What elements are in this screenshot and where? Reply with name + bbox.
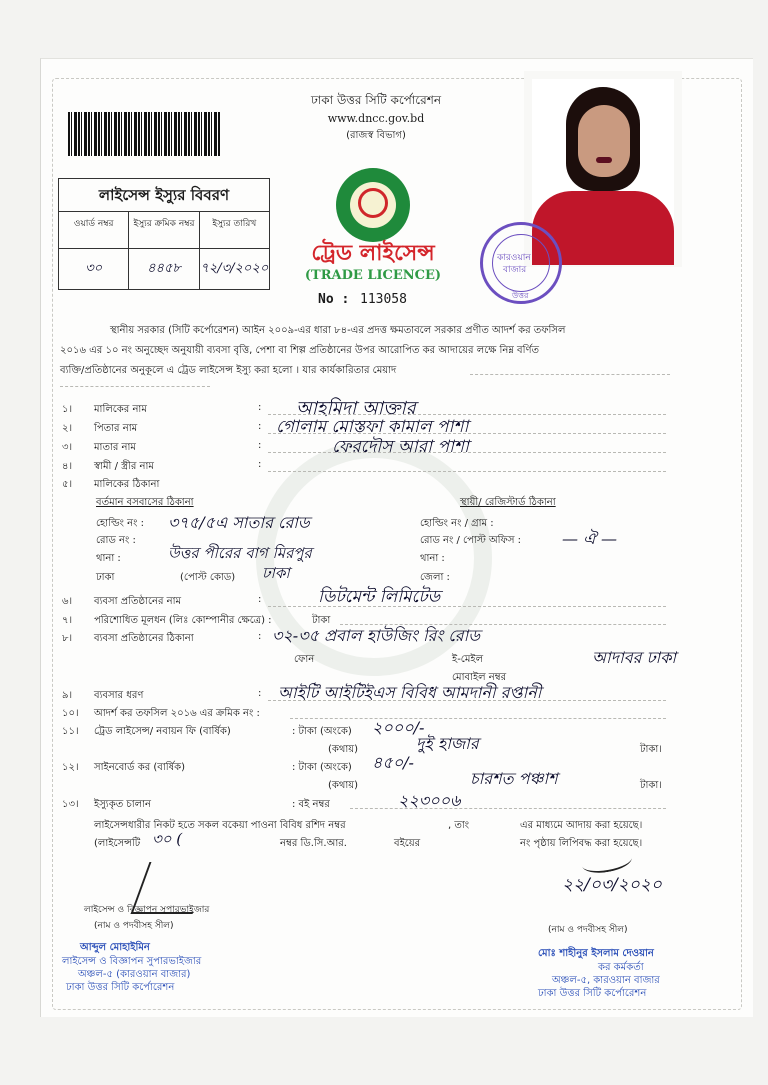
row-11-number: ১১। [62,726,79,737]
licence-no-value: 113058 [360,292,407,307]
colon-4: : [258,459,262,470]
supervisor-stamp-org: ঢাকা উত্তর সিটি কর্পোরেশন [66,982,175,993]
fee-taka-label: টাকা। [640,744,662,755]
barcode [68,112,220,156]
present-address-heading: বর্তমান বসবাসের ঠিকানা [96,497,194,508]
licence-register-value: ৩০ ( [152,830,183,848]
row-1-number: ১। [62,404,73,415]
dues-line: লাইসেন্সধারীর নিকট হতে সকল বকেয়া পাওনা বিবিধ রশিদ নম্বর [94,820,346,831]
line-13 [350,808,666,809]
holding-value: ৩৭৫/৫এ সাতার রোড [168,513,310,532]
row-8-number: ৮। [62,633,73,644]
date-column-header: ইস্যুর তারিখ [212,219,257,229]
tax-schedule-label: আদর্শ কর তফসিল ২০১৬ এর ক্রমিক নং : [94,708,260,719]
holding-label: হোল্ডিং নং : [96,518,144,529]
line-3 [268,452,666,453]
seal-text-3: উত্তর [512,291,529,300]
owner-name-value: আহমিদা আক্তার [296,398,416,419]
date-value: ৭২/৩/২০২০ [200,261,269,276]
row-10-number: ১০। [62,708,79,719]
father-name-label: পিতার নাম [94,423,138,434]
row-3-number: ৩। [62,442,73,453]
father-name-value: গোলাম মোস্তফা কামাল পাশা [276,417,469,437]
row-7-number: ৭। [62,615,73,626]
business-address-value: ৩২-৩৫ প্রবাল হাউজিং রিং রোড [272,626,481,645]
thana-value: উত্তর পীরের বাগ মিরপুর [168,544,312,562]
email-label: ই-মেইল [452,654,484,665]
signboard-words-label: (কথায়) [328,780,359,791]
row-9-number: ৯। [62,690,73,701]
supervisor-stamp-title: লাইসেন্স ও বিজ্ঞাপন সুপারভাইজার [62,956,202,967]
challan-value: ২২৩০০৬ [398,791,461,810]
licence-register-label: (লাইসেন্সটি [94,838,141,849]
licence-no-label: No : [318,292,350,307]
thana-label: থানা : [96,553,121,564]
business-type-value: আইটি আইটিইএস বিবিধ আমদানী রপ্তানী [278,683,542,702]
row-6-number: ৬। [62,596,73,607]
owner-name-label: মালিকের নাম [94,404,147,415]
business-name-label: ব্যবসা প্রতিষ্ঠানের নাম [94,596,182,607]
licence-fee-digits: ২০০০/- [372,718,425,737]
row-4-number: ৪। [62,461,73,472]
spouse-name-label: স্বামী / স্ত্রীর নাম [94,461,154,472]
officer-stamp-org: ঢাকা উত্তর সিটি কর্পোরেশন [538,988,647,999]
department: (রাজস্ব বিভাগ) [346,130,406,141]
row-2-number: ২। [62,423,73,434]
officer-seal-label: (নাম ও পদবীসহ সীল) [548,925,628,935]
ward-value: ৩০ [59,249,129,289]
line-4 [268,471,666,472]
colon-9: : [258,688,262,699]
seal-text-2: বাজার [503,265,527,275]
road-post-label: রোড নং / পোস্ট অফিস : [420,535,521,546]
road-label: রোড নং : [96,535,136,546]
phone-label: ফোন [294,654,315,665]
website: www.dncc.gov.bd [327,112,425,125]
dhaka-label: ঢাকা [96,572,115,583]
dues-date-label: , তাং [448,820,470,831]
intro-line-3: ব্যক্তি/প্রতিষ্ঠানের অনুকূলে এ ট্রেড লাইসেন্স ইস্যু করা হলো । যার কার্যকারিতার মেয়াদ [60,365,397,376]
validity-blank-2 [60,386,210,387]
signboard-tax-digits: ৪৫০/- [372,753,414,772]
dues-end: এর মাধ্যমে আদায় করা হয়েছে। [520,820,643,831]
business-address-value-2: আদাবর ঢাকা [592,648,677,667]
licence-fee-label: ট্রেড লাইসেন্স/ নবায়ন ফি (বার্ষিক) [94,726,231,737]
line-6 [268,606,666,607]
colon-6: : [258,594,262,605]
sign-date: ২২/০৩/২০২০ [562,875,662,895]
signboard-tax-label: সাইনবোর্ড কর (বার্ষিক) [94,762,186,773]
title-english: (TRADE LICENCE) [304,268,442,283]
colon-8: : [258,631,262,642]
colon-3: : [258,440,262,451]
issue-details-box [58,178,270,290]
dcr-label: নম্বর ডি.সি.আর. [280,838,347,849]
officer-stamp-zone: অঞ্চল-৫, কারওয়ান বাজার [552,975,660,986]
colon-1: : [258,402,262,413]
officer-stamp-name: মোঃ শাহীনুর ইসলাম দেওয়ান [538,948,654,959]
city-corporation-logo-icon [336,168,410,242]
validity-blank [470,374,670,375]
officer-stamp-title: কর কর্মকর্তা [598,962,644,973]
supervisor-stamp-zone: অঞ্চল-৫ (কারওয়ান বাজার) [78,969,191,980]
supervisor-seal-label: (নাম ও পদবীসহ সীল) [94,921,174,931]
thana-2-label: থানা : [420,553,445,564]
seal-text-1: কারওয়ান [497,253,531,263]
mother-name-label: মাতার নাম [94,442,136,453]
mother-name-value: ফেরদৌস আরা পাশা [332,437,469,457]
signboard-digits-label: : টাকা (অংকে) [292,762,352,773]
serial-value: ৪৪৫৮ [129,249,199,289]
colon-2: : [258,421,262,432]
page-label: নং পৃষ্ঠায় লিপিবদ্ধ করা হয়েছে। [520,838,643,849]
owner-address-label: মালিকের ঠিকানা [94,479,160,490]
line-10 [290,718,666,719]
serial-column-header: ইস্যুর ক্রমিক নম্বর [129,212,199,248]
paid-capital-label: পরিশোধিত মূলধন (লিঃ কোম্পানীর ক্ষেত্রে) : [94,615,272,626]
fee-digits-label: : টাকা (অংকে) [292,726,352,737]
paid-capital-taka-label: টাকা [312,615,331,626]
row-12-number: ১২। [62,762,79,773]
business-name-value: ডিটমেন্ট লিমিটেড [318,587,441,607]
business-type-label: ব্যবসার ধরণ [94,690,144,701]
permanent-address-heading: স্থায়ী/ রেজিস্টার্ড ঠিকানা [460,497,556,508]
road-post-value: — ঐ — [562,529,618,548]
fee-words-label: (কথায়) [328,744,359,755]
supervisor-stamp-name: আব্দুল মোহাইমিন [80,942,150,953]
postcode-label: (পোস্ট কোড) [180,572,236,583]
business-address-label: ব্যবসা প্রতিষ্ঠানের ঠিকানা [94,633,194,644]
ward-column-header: ওয়ার্ড নম্বর [59,212,129,248]
mobile-label: মোবাইল নম্বর [452,672,507,683]
signboard-tax-words: চারশত পঞ্চাশ [470,769,558,788]
holding-village-label: হোল্ডিং নং / গ্রাম : [420,518,494,529]
issue-box-title: লাইসেন্স ইস্যুর বিবরণ [59,179,269,212]
row-13-number: ১৩। [62,799,79,810]
dhaka-value: ঢাকা [262,564,290,582]
challan-label: ইস্যুকৃত চালান [94,799,152,810]
intro-line-2: ২০১৬ এর ১০ নং অনুচ্ছেদ অনুযায়ী ব্যবসা বৃত্তি, পেশা বা শিল্প প্রতিষ্ঠানের উপর আরোপিত কর আদায়ের লক্ষে নিম্ন বর্ণিত [60,345,540,356]
line-9 [268,700,666,701]
corporation-name: ঢাকা উত্তর সিটি কর্পোরেশন [311,93,441,107]
district-label: জেলা : [420,572,450,583]
supervisor-label: লাইসেন্স ও বিজ্ঞাপন সুপারভাইজার [84,905,210,915]
row-5-number: ৫। [62,479,73,490]
book-number-label: : বই নম্বর [292,799,330,810]
intro-line-1: স্থানীয় সরকার (সিটি কর্পোরেশন) আইন ২০০৯-এর ধারা ৮৪-এর প্রদত্ত ক্ষমতাবলে সরকার প্রণীত আদর্শ কর তফসিল [110,325,566,336]
signboard-taka-label: টাকা। [640,780,662,791]
licence-fee-words: দুই হাজার [416,734,479,753]
book-label: বইয়ের [394,838,421,849]
title-bangla: ট্রেড লাইসেন্স [311,241,435,266]
